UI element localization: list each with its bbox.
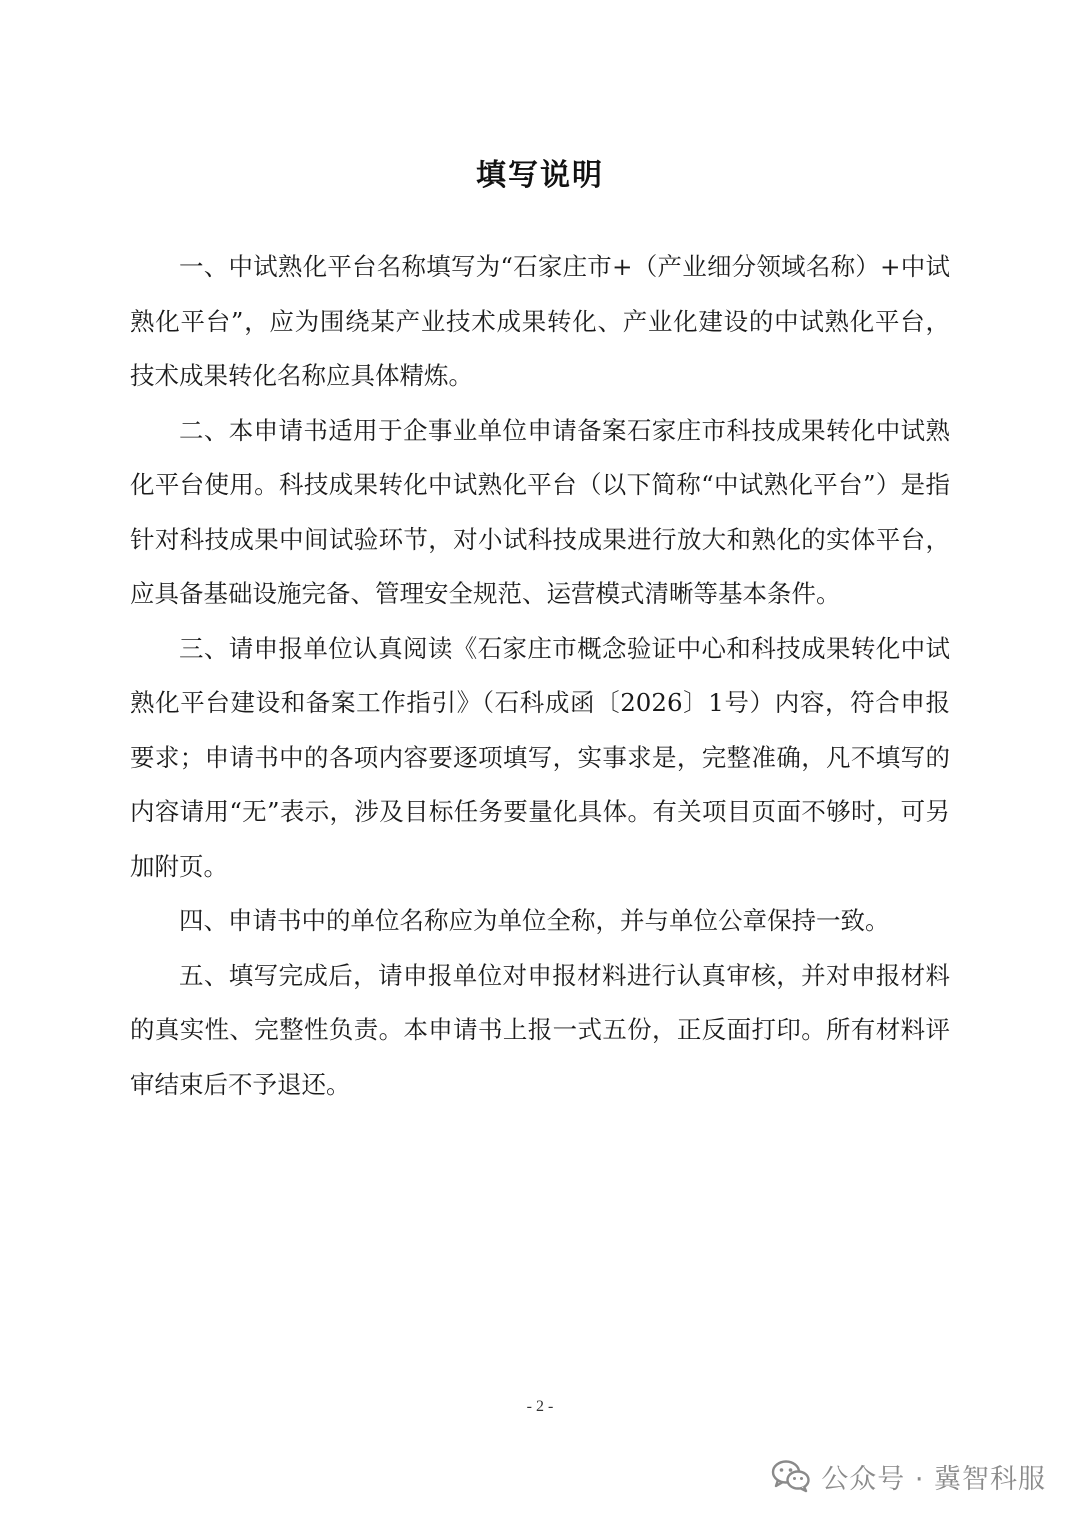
document-body xyxy=(130,240,950,1112)
paragraph-4: 四、申请书中的单位名称应为单位全称，并与单位公章保持一致。 xyxy=(179,906,890,935)
paragraph-5: 五、填写完成后，请申报单位对申报材料进行认真审核，并对申报材料的真实性、完整性负责。本申请书上报一式五份，正反面打印。所有材料评审结束后不予退还。 xyxy=(130,960,950,1099)
paragraph-1: 一、中试熟化平台名称填写为“石家庄市+（产业细分领域名称）+中试熟化平台”，应为围绕某产业技术成果转化、产业化建设的中试熟化平台，技术成果转化名称应具体精炼。 xyxy=(130,252,950,390)
watermark-text: 公众号 · 冀智科服 xyxy=(821,1463,1046,1495)
paragraph-3: 三、请申报单位认真阅读《石家庄市概念验证中心和科技成果转化中试熟化平台建设和备案工作指引》（石科成函〔2026〕1号）内容，符合申报要求；申请书中的各项内容要逐项填写，实事求是，完整准确，凡不填写的内容请用“无”表示，涉及目标任务要量化具体。有关项目页面不够时，可另加附页。 xyxy=(130,633,950,881)
page-number: - 2 - xyxy=(526,1398,554,1415)
wechat-icon xyxy=(771,1459,811,1493)
wechat-watermark xyxy=(771,1456,1046,1496)
paragraph-2: 二、本申请书适用于企事业单位申请备案石家庄市科技成果转化中试熟化平台使用。科技成果转化中试熟化平台（以下简称“中试熟化平台”）是指针对科技成果中间试验环节，对小试科技成果进行放大和熟化的实体平台，应具备基础设施完备、管理安全规范、运营模式清晰等基本条件。 xyxy=(130,415,950,608)
page-title: 填写说明 xyxy=(476,158,604,193)
